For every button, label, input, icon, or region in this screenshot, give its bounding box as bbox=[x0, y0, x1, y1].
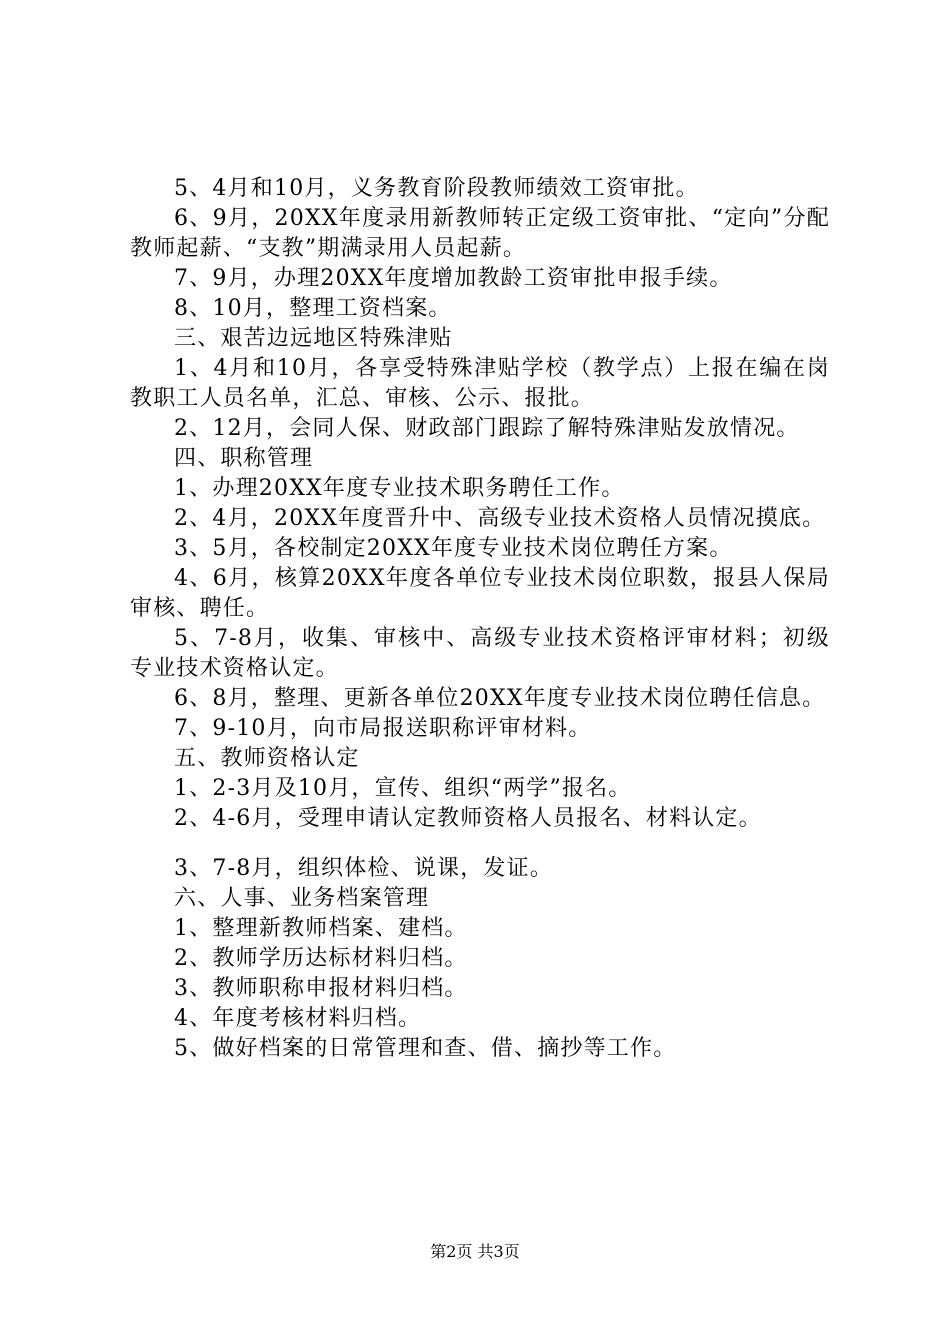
paragraph-assessment-archive: 4、年度考核材料归档。 bbox=[174, 1006, 422, 1031]
paragraph-registration: 1、2-3月及10月，宣传、组织“两学”报名。 bbox=[174, 776, 632, 801]
paragraph-gap bbox=[130, 834, 830, 854]
paragraph-title-appointment: 1、办理20XX年度专业技术职务聘任工作。 bbox=[174, 476, 625, 501]
section-heading-title-management: 四、职称管理 bbox=[174, 446, 314, 471]
paragraph-allowance-report: 1、4月和10月，各享受特殊津贴学校（教学点）上报在编在岗教职工人员名单，汇总、审核、公示、报批。 bbox=[130, 356, 830, 411]
paragraph-title-archive: 3、教师职称申报材料归档。 bbox=[174, 976, 468, 1001]
paragraph-physical-exam: 3、7-8月，组织体检、说课，发证。 bbox=[174, 856, 554, 881]
page-number-footer: 第2页 共3页 bbox=[430, 1242, 520, 1261]
paragraph-appointment-plan: 3、5月，各校制定20XX年度专业技术岗位聘任方案。 bbox=[174, 536, 733, 561]
paragraph-allowance-tracking: 2、12月，会同人保、财政部门跟踪了解特殊津贴发放情况。 bbox=[174, 416, 800, 441]
section-heading-archive-management: 六、人事、业务档案管理 bbox=[174, 886, 430, 911]
section-heading-remote-allowance: 三、艰苦边远地区特殊津贴 bbox=[174, 326, 453, 351]
paragraph-new-teacher-salary: 6、9月，20XX年度录用新教师转正定级工资审批、“定向”分配教师起薪、“支教”期满录用人员起薪。 bbox=[130, 206, 830, 261]
paragraph-new-teacher-archive: 1、整理新教师档案、建档。 bbox=[174, 916, 468, 941]
paragraph-submit-materials: 7、9-10月，向市局报送职称评审材料。 bbox=[174, 716, 592, 741]
paragraph-promotion-survey: 2、4月，20XX年度晋升中、高级专业技术资格人员情况摸底。 bbox=[174, 506, 826, 531]
paragraph-salary-approval: 5、4月和10月，义务教育阶段教师绩效工资审批。 bbox=[174, 176, 699, 201]
paragraph-seniority-salary: 7、9月，办理20XX年度增加教龄工资审批申报手续。 bbox=[174, 266, 733, 291]
paragraph-daily-archive: 5、做好档案的日常管理和查、借、摘抄等工作。 bbox=[174, 1036, 677, 1061]
paragraph-post-count: 4、6月，核算20XX年度各单位专业技术岗位职数，报县人保局审核、聘任。 bbox=[130, 566, 830, 621]
paragraph-salary-archive: 8、10月，整理工资档案。 bbox=[174, 296, 452, 321]
paragraph-appointment-info: 6、8月，整理、更新各单位20XX年度专业技术岗位聘任信息。 bbox=[174, 686, 826, 711]
paragraph-education-archive: 2、教师学历达标材料归档。 bbox=[174, 946, 468, 971]
paragraph-application-review: 2、4-6月，受理申请认定教师资格人员报名、材料认定。 bbox=[174, 806, 762, 831]
section-heading-teacher-qualification: 五、教师资格认定 bbox=[174, 746, 360, 771]
paragraph-review-materials: 5、7-8月，收集、审核中、高级专业技术资格评审材料；初级专业技术资格认定。 bbox=[130, 626, 830, 681]
document-body bbox=[130, 174, 830, 1064]
